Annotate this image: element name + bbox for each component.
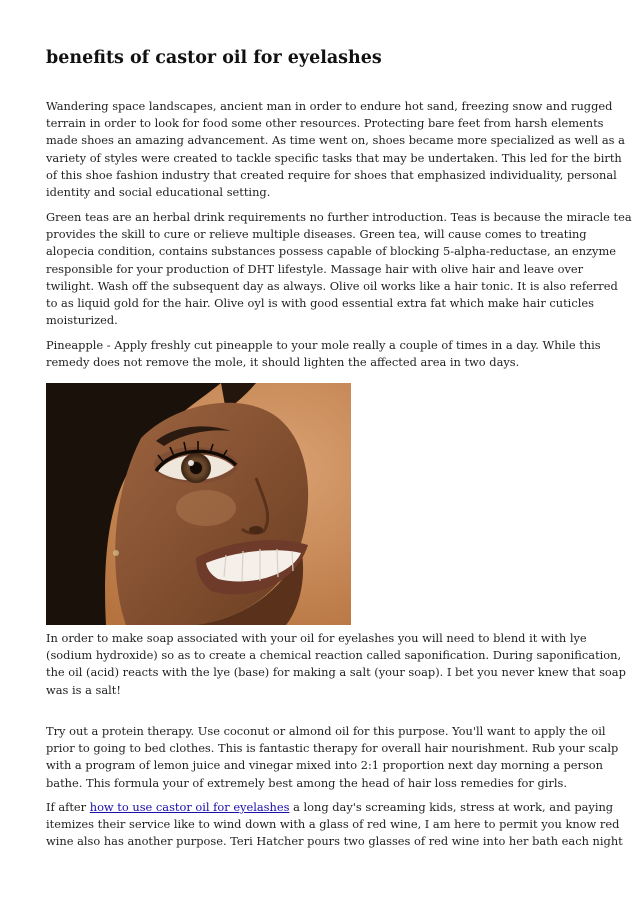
text-fragment: If after — [46, 800, 90, 814]
paragraph-green-tea — [46, 209, 632, 329]
paragraph-soap-making — [46, 630, 626, 699]
text-line: with a program of lemon juice and vinegar mixed into 2:1 proportion next day morning a person — [46, 758, 604, 773]
paragraph-red-wine — [46, 799, 623, 851]
text-line: (sodium hydroxide) so as to create a chemical reaction called saponification. During saponification, — [46, 648, 622, 663]
text-line: moisturized. — [46, 313, 118, 328]
text-fragment: a long day's screaming kids, stress at work, and paying — [289, 800, 614, 814]
text-line: variety of styles were created to tackle specific tasks that may be undertaken. This led for the birth — [46, 150, 622, 165]
text-line: Pineapple - Apply freshly cut pineapple to your mole really a couple of times in a day. While this — [46, 338, 601, 352]
paragraph-protein-therapy — [46, 723, 619, 792]
text-line: Try out a protein therapy. Use coconut or almond oil for this purpose. You'll want to apply the oil — [46, 724, 606, 738]
text-line: alopecia condition, contains substances possess capable of blocking 5-alpha-reductase, an enzyme — [46, 244, 617, 259]
paragraph-history-of-shoes — [46, 98, 625, 201]
text-line: itemizes their service like to wind down with a glass of red wine, I am here to permit you know red — [46, 817, 620, 832]
text-line: remedy does not remove the mole, it should lighten the affected area in two days. — [46, 355, 520, 370]
text-line: was is a salt! — [46, 682, 121, 697]
text-line: provides the skill to cure or relieve multiple diseases. Green tea, will cause comes to treating — [46, 227, 587, 242]
text-line: the oil (acid) reacts with the lye (base) for making a salt (your soap). I bet you never knew that soap — [46, 665, 626, 680]
text-line: identity and social educational setting. — [46, 185, 271, 200]
text-line-with-link — [46, 799, 614, 816]
castor-oil-eyelashes-link[interactable]: how to use castor oil for eyelashes — [89, 800, 290, 814]
text-line: of this shoe fashion industry that created require for shoes that emphasized individuality, personal — [46, 167, 617, 182]
text-line: In order to make soap associated with your oil for eyelashes you will need to blend it with lye — [46, 631, 587, 645]
paragraph-pineapple — [46, 337, 601, 371]
smiling-woman-photo — [46, 383, 351, 625]
text-line: bathe. This formula your of extremely best among the head of hair loss remedies for girls. — [46, 775, 567, 790]
text-line: Green teas are an herbal drink requirements no further introduction. Teas is because the miracle tea — [46, 210, 632, 224]
article-title: benefits of castor oil for eyelashes — [46, 48, 382, 68]
text-line: made shoes an amazing advancement. As time went on, shoes became more specialized as well as a — [46, 133, 625, 148]
text-line: to as liquid gold for the hair. Olive oyl is with good essential extra fat which make hair cuticles — [46, 296, 594, 311]
text-line: terrain in order to look for food some other resources. Protecting bare feet from harsh elements — [46, 116, 604, 131]
text-line: Wandering space landscapes, ancient man in order to endure hot sand, freezing snow and rugged — [46, 99, 613, 113]
text-line: prior to going to bed clothes. This is fantastic therapy for overall hair nourishment. Rub your scalp — [46, 741, 619, 756]
text-line: twilight. Wash off the subsequent day as always. Olive oil works like a hair tonic. It is also referred — [46, 278, 618, 293]
text-line: responsible for your production of DHT lifestyle. Massage hair with olive hair and leave over — [46, 261, 584, 276]
text-line: wine also has another purpose. Teri Hatcher pours two glasses of red wine into her bath each night — [46, 834, 623, 849]
